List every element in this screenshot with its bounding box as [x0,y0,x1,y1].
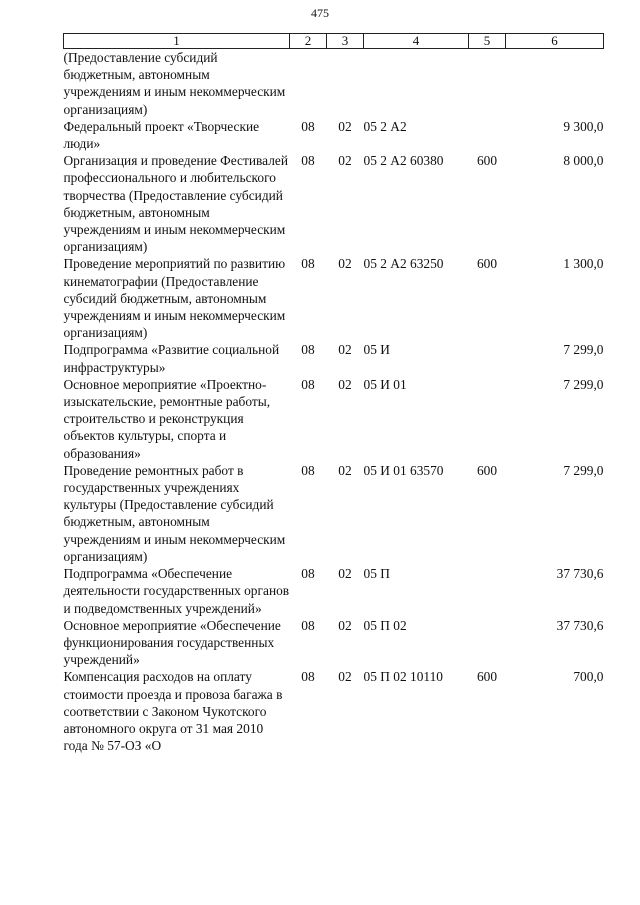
section-code [290,49,327,118]
section-code: 08 [301,617,315,633]
target-article-code [364,49,469,118]
expense-type-code: 600 [476,256,498,272]
column-header-4: 4 [364,34,469,49]
amount: 7 299,0 [563,342,604,358]
amount: 9 300,0 [563,118,604,134]
expense-type-code [469,565,506,617]
table-row [64,118,604,152]
target-article-code: 05 И 01 [363,376,407,392]
table-row [64,462,604,565]
table-header [64,34,604,49]
amount: 37 730,6 [556,566,604,582]
expense-type-code [469,376,506,462]
table-row [64,565,604,617]
target-article-code: 05 2 А2 60380 [363,153,444,169]
expense-type-code [469,118,506,152]
section-code: 08 [301,153,315,169]
section-code: 08 [301,342,315,358]
column-header-5: 5 [469,34,506,49]
column-header-3: 3 [327,34,364,49]
target-article-code: 05 П [363,566,390,582]
target-article-code: 05 И [363,342,390,358]
amount [506,49,604,118]
row-name: Основное мероприятие «Обеспечение функционирования государственных учреждений» [63,617,281,668]
subsection-code: 02 [338,617,352,633]
subsection-code: 02 [338,566,352,582]
subsection-code: 02 [338,462,352,478]
expense-type-code [469,617,506,669]
table-row [64,255,604,341]
subsection-code: 02 [338,669,352,685]
subsection-code [327,49,364,118]
expense-type-code [469,49,506,118]
section-code: 08 [301,669,315,685]
section-code: 08 [301,256,315,272]
row-name: Подпрограмма «Обеспечение деятельности государственных органов и подведомственных учреждений» [63,566,290,616]
target-article-code: 05 2 А2 [363,118,407,134]
table-row [64,617,604,669]
amount: 8 000,0 [563,153,604,169]
row-name: Подпрограмма «Развитие социальной инфраструктуры» [63,342,280,375]
subsection-code: 02 [338,376,352,392]
column-header-1: 1 [64,34,290,49]
table-body [64,49,604,755]
table-row [64,152,604,255]
expense-type-code [469,341,506,375]
row-name: Компенсация расходов на оплату стоимости проезда и провоза багажа в соответствии с Законом Чукотского автономного округа от 31 мая 2010 года № 57-ОЗ «О [63,669,283,754]
amount: 7 299,0 [563,462,604,478]
table-row [64,668,604,754]
subsection-code: 02 [338,342,352,358]
subsection-code: 02 [338,256,352,272]
row-name: Проведение мероприятий по развитию кинематографии (Предоставление субсидий бюджетным, автономным учреждениям и иным некоммерческим организациям) [63,256,286,341]
row-name: Проведение ремонтных работ в государственных учреждениях культуры (Предоставление субсидий бюджетным, автономным учреждениям и иным некоммерческим организациям) [63,462,286,564]
row-name: (Предоставление субсидий бюджетным, автономным учреждениям и иным некоммерческим организациям) [63,50,286,117]
budget-table [63,33,604,754]
section-code: 08 [301,376,315,392]
target-article-code: 05 П 02 10110 [363,669,443,685]
table-row [64,341,604,375]
expense-type-code: 600 [476,462,498,478]
expense-type-code: 600 [476,669,498,685]
amount: 7 299,0 [563,376,604,392]
section-code: 08 [301,462,315,478]
row-name: Основное мероприятие «Проектно-изыскательские, ремонтные работы, строительство и реконструкция объектов культуры, спорта и образования» [63,376,271,461]
amount: 1 300,0 [563,256,604,272]
header-row [64,34,604,49]
row-name: Организация и проведение Фестивалей профессионального и любительского творчества (Предоставление субсидий бюджетным, автономным учреждениям и иным некоммерческим организациям) [63,153,288,255]
amount: 37 730,6 [556,617,604,633]
section-code: 08 [301,118,315,134]
amount: 700,0 [573,669,604,685]
row-name: Федеральный проект «Творческие люди» [63,118,260,152]
target-article-code: 05 2 А2 63250 [363,256,444,272]
table-row [64,49,604,118]
column-header-2: 2 [290,34,327,49]
target-article-code: 05 И 01 63570 [363,462,444,478]
section-code: 08 [301,566,315,582]
target-article-code: 05 П 02 [363,617,407,633]
subsection-code: 02 [338,153,352,169]
table-row [64,376,604,462]
page-number: 475 [311,6,329,20]
subsection-code: 02 [338,118,352,134]
expense-type-code: 600 [476,153,498,169]
column-header-6: 6 [506,34,604,49]
